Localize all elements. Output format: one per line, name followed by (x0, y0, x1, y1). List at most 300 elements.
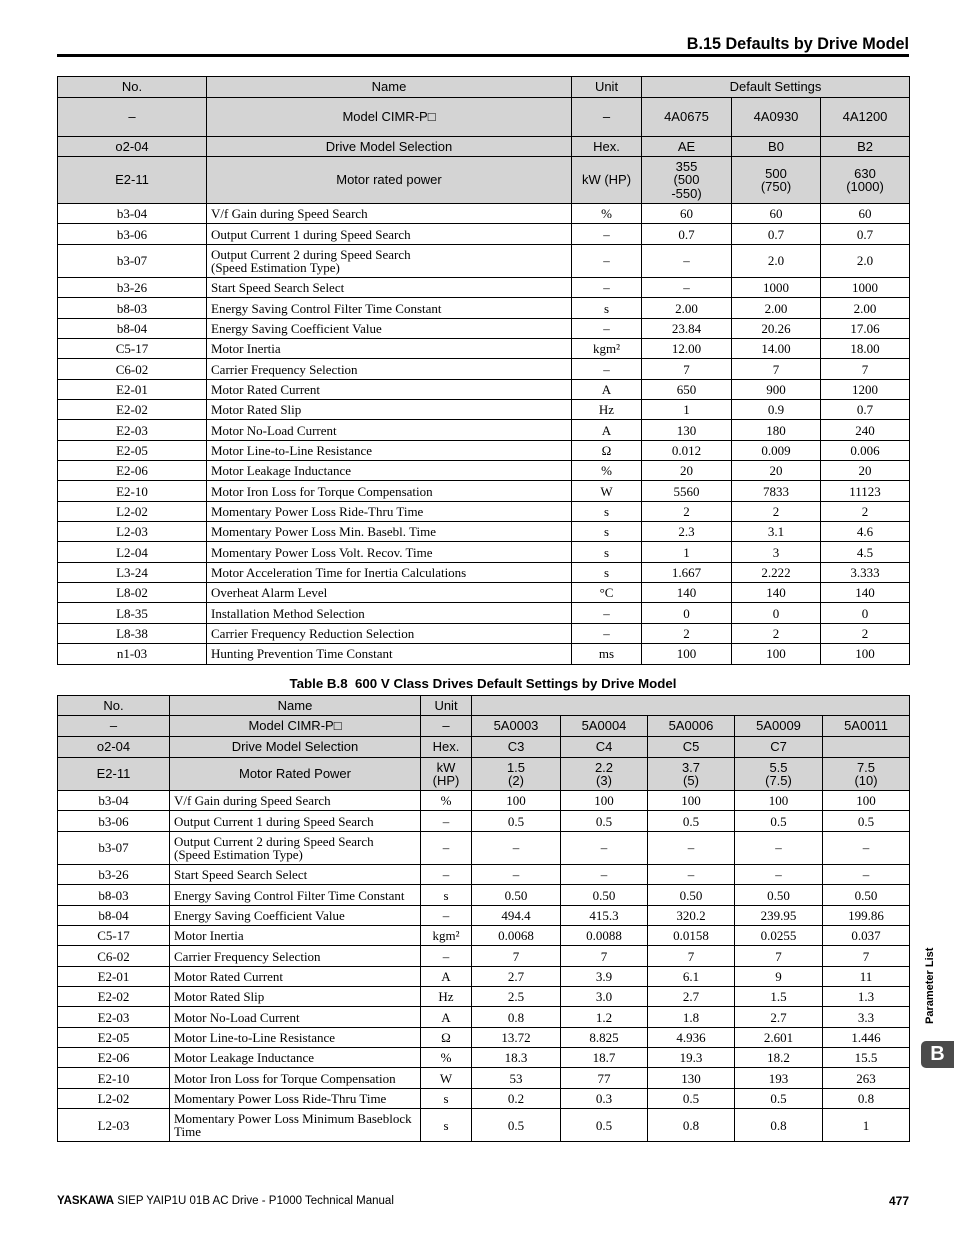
motor-rated-power-row (58, 157, 910, 204)
param-unit: – (421, 831, 472, 864)
param-no: L8-35 (58, 603, 207, 623)
param-value: 199.86 (823, 905, 910, 925)
param-value: 1.2 (561, 1007, 648, 1027)
param-value: 1.667 (642, 562, 732, 582)
param-name: Output Current 1 during Speed Search (170, 811, 421, 831)
param-unit: – (572, 277, 642, 297)
param-unit: % (421, 1048, 472, 1068)
param-value: 0 (821, 603, 910, 623)
table-header (58, 77, 910, 204)
model-hex-code (823, 737, 910, 758)
param-unit: W (421, 1068, 472, 1088)
param-value: 0.037 (823, 926, 910, 946)
param-row (58, 905, 910, 925)
param-row (58, 1007, 910, 1027)
param-unit: Ω (421, 1027, 472, 1047)
model-row (58, 98, 910, 137)
param-value: 4.6 (821, 522, 910, 542)
param-value: 8.825 (561, 1027, 648, 1047)
param-row (58, 946, 910, 966)
param-unit: – (572, 359, 642, 379)
param-value: 0.5 (735, 1088, 823, 1108)
param-value: 0.0068 (472, 926, 561, 946)
param-value: 11 (823, 966, 910, 986)
param-unit: ms (572, 644, 642, 664)
rated-power-value: 630 (1000) (821, 157, 910, 204)
defaults-table-600v (57, 695, 910, 1142)
param-no: L2-03 (58, 1109, 170, 1142)
param-name: Motor Inertia (170, 926, 421, 946)
param-value: 3.9 (561, 966, 648, 986)
param-unit: kgm² (572, 339, 642, 359)
param-value: 320.2 (648, 905, 735, 925)
param-value: 0.50 (648, 885, 735, 905)
param-name: Output Current 2 during Speed Search (Speed Estimation Type) (170, 831, 421, 864)
param-name: Motor No-Load Current (170, 1007, 421, 1027)
param-value: 18.7 (561, 1048, 648, 1068)
model-code: 5A0009 (735, 716, 823, 737)
param-value: 0.7 (821, 224, 910, 244)
param-value: 0.5 (735, 811, 823, 831)
param-value: 2.00 (642, 298, 732, 318)
param-value: 0.50 (561, 885, 648, 905)
model-code: 4A0930 (732, 98, 821, 137)
param-value: 2 (732, 501, 821, 521)
param-unit: – (572, 224, 642, 244)
param-name: Momentary Power Loss Ride-Thru Time (207, 501, 572, 521)
param-value: 0.9 (732, 400, 821, 420)
param-value: 53 (472, 1068, 561, 1088)
param-unit: s (421, 885, 472, 905)
param-unit: % (572, 204, 642, 224)
col-header-blank (472, 696, 910, 716)
param-row (58, 562, 910, 582)
param-name: Motor Rated Current (207, 379, 572, 399)
param-value: – (472, 864, 561, 884)
param-value: 4.936 (648, 1027, 735, 1047)
drive-model-selection-row (58, 137, 910, 157)
col-header-no: No. (58, 77, 207, 98)
model-no: – (58, 98, 207, 137)
rated-power-value: 1.5 (2) (472, 758, 561, 791)
param-value: 23.84 (642, 318, 732, 338)
model-code: 5A0011 (823, 716, 910, 737)
param-row (58, 864, 910, 884)
param-value: 1.3 (823, 987, 910, 1007)
param-no: b3-04 (58, 791, 170, 811)
param-value: 100 (472, 791, 561, 811)
motor-rated-power-row (58, 758, 910, 791)
param-value: 13.72 (472, 1027, 561, 1047)
param-value: 140 (821, 583, 910, 603)
param-row (58, 623, 910, 643)
col-header-name: Name (170, 696, 421, 716)
param-value: 6.1 (648, 966, 735, 986)
param-value: 0.012 (642, 440, 732, 460)
param-row (58, 644, 910, 664)
param-value: 18.3 (472, 1048, 561, 1068)
param-value: 1200 (821, 379, 910, 399)
param-name: Motor No-Load Current (207, 420, 572, 440)
param-name: Momentary Power Loss Volt. Recov. Time (207, 542, 572, 562)
param-unit: – (572, 603, 642, 623)
param-no: E2-01 (58, 379, 207, 399)
param-row (58, 440, 910, 460)
param-name: Hunting Prevention Time Constant (207, 644, 572, 664)
param-value: 0.8 (472, 1007, 561, 1027)
param-value: – (735, 831, 823, 864)
param-no: E2-02 (58, 400, 207, 420)
table-header (58, 696, 910, 791)
col-header-default-settings: Default Settings (642, 77, 910, 98)
param-unit: A (572, 379, 642, 399)
param-row (58, 1109, 910, 1142)
param-name: Carrier Frequency Selection (170, 946, 421, 966)
param-name: Output Current 1 during Speed Search (207, 224, 572, 244)
param-row (58, 1027, 910, 1047)
param-no: L8-38 (58, 623, 207, 643)
model-hex-code: AE (642, 137, 732, 157)
param-value: 0.5 (648, 1088, 735, 1108)
param-value: 2.00 (732, 298, 821, 318)
column-header-row (58, 696, 910, 716)
param-row (58, 1088, 910, 1108)
param-value: 239.95 (735, 905, 823, 925)
param-no: b3-07 (58, 831, 170, 864)
param-value: 2.0 (732, 244, 821, 277)
param-value: 0.50 (823, 885, 910, 905)
param-value: 3 (732, 542, 821, 562)
param-value: 7 (561, 946, 648, 966)
param-no: b8-03 (58, 298, 207, 318)
param-unit: Hz (572, 400, 642, 420)
side-tab-letter: B (921, 1041, 954, 1068)
param-no: L2-02 (58, 501, 207, 521)
model-hex-code: C5 (648, 737, 735, 758)
param-row (58, 339, 910, 359)
model-hex-code: C3 (472, 737, 561, 758)
param-unit: Hz (421, 987, 472, 1007)
param-name: V/f Gain during Speed Search (170, 791, 421, 811)
param-unit: Hex. (421, 737, 472, 758)
param-unit: – (421, 905, 472, 925)
param-value: 494.4 (472, 905, 561, 925)
param-no: b3-26 (58, 864, 170, 884)
param-name: Momentary Power Loss Min. Basebl. Time (207, 522, 572, 542)
param-value: – (472, 831, 561, 864)
param-value: 3.3 (823, 1007, 910, 1027)
footer-brand: YASKAWA (57, 1195, 115, 1207)
param-value: 11123 (821, 481, 910, 501)
param-no: L2-02 (58, 1088, 170, 1108)
param-value: 7 (732, 359, 821, 379)
model-unit: – (572, 98, 642, 137)
param-value: 1 (823, 1109, 910, 1142)
param-value: 0.2 (472, 1088, 561, 1108)
param-unit: kgm² (421, 926, 472, 946)
param-value: – (823, 831, 910, 864)
param-value: 1 (642, 542, 732, 562)
param-unit: – (421, 811, 472, 831)
param-value: 0.50 (472, 885, 561, 905)
param-name: Energy Saving Coefficient Value (170, 905, 421, 925)
param-value: 3.333 (821, 562, 910, 582)
table-caption: Table B.8 600 V Class Drives Default Settings by Drive Model (289, 676, 677, 691)
model-code: 5A0006 (648, 716, 735, 737)
model-code: 4A1200 (821, 98, 910, 137)
param-name: Motor Leakage Inductance (207, 461, 572, 481)
param-value: 100 (821, 644, 910, 664)
param-value: – (561, 864, 648, 884)
col-header-no: No. (58, 696, 170, 716)
param-value: 0.5 (472, 1109, 561, 1142)
param-value: 100 (561, 791, 648, 811)
param-row (58, 811, 910, 831)
param-value: 2 (642, 623, 732, 643)
col-header-unit: Unit (421, 696, 472, 716)
param-name: Start Speed Search Select (170, 864, 421, 884)
param-no: L8-02 (58, 583, 207, 603)
param-no: E2-03 (58, 1007, 170, 1027)
param-no: E2-02 (58, 987, 170, 1007)
param-row (58, 420, 910, 440)
model-hex-code: C4 (561, 737, 648, 758)
param-value: 1000 (821, 277, 910, 297)
param-value: 7 (735, 946, 823, 966)
param-no: n1-03 (58, 644, 207, 664)
param-value: 2.222 (732, 562, 821, 582)
param-no: C6-02 (58, 946, 170, 966)
rated-power-value: 355 (500 -550) (642, 157, 732, 204)
param-name: Motor Rated Slip (170, 987, 421, 1007)
param-value: 0.7 (642, 224, 732, 244)
param-value: 17.06 (821, 318, 910, 338)
param-name: Output Current 2 during Speed Search (Speed Estimation Type) (207, 244, 572, 277)
param-no: b3-06 (58, 224, 207, 244)
param-name: Motor Iron Loss for Torque Compensation (207, 481, 572, 501)
param-value: 1.8 (648, 1007, 735, 1027)
param-row (58, 603, 910, 623)
footer-manual-title: SIEP YAIP1U 01B AC Drive - P1000 Technical Manual (117, 1195, 394, 1207)
param-value: 12.00 (642, 339, 732, 359)
param-value: 9 (735, 966, 823, 986)
param-value: 2.3 (642, 522, 732, 542)
param-name: Motor Acceleration Time for Inertia Calculations (207, 562, 572, 582)
param-unit: s (572, 562, 642, 582)
param-value: 263 (823, 1068, 910, 1088)
param-value: 0.5 (823, 811, 910, 831)
param-row (58, 501, 910, 521)
param-value: 100 (732, 644, 821, 664)
param-no: b3-07 (58, 244, 207, 277)
param-row (58, 204, 910, 224)
param-no: E2-10 (58, 1068, 170, 1088)
param-unit: – (572, 244, 642, 277)
param-name: Motor Rated Current (170, 966, 421, 986)
param-value: 2 (732, 623, 821, 643)
param-value: – (642, 244, 732, 277)
param-value: 0.0158 (648, 926, 735, 946)
param-value: 0.5 (472, 811, 561, 831)
rated-power-value: 3.7 (5) (648, 758, 735, 791)
param-name: Energy Saving Control Filter Time Constant (170, 885, 421, 905)
param-row (58, 224, 910, 244)
param-value: 3.0 (561, 987, 648, 1007)
param-value: – (648, 864, 735, 884)
param-no: E2-10 (58, 481, 207, 501)
param-value: 2.5 (472, 987, 561, 1007)
param-name: Drive Model Selection (170, 737, 421, 758)
param-row (58, 277, 910, 297)
param-name: Momentary Power Loss Minimum Baseblock Time (170, 1109, 421, 1142)
param-row (58, 522, 910, 542)
param-unit: A (421, 1007, 472, 1027)
title-divider (57, 54, 909, 57)
param-value: 20 (642, 461, 732, 481)
param-value: 900 (732, 379, 821, 399)
param-row (58, 359, 910, 379)
param-value: 193 (735, 1068, 823, 1088)
param-row (58, 583, 910, 603)
param-row (58, 1068, 910, 1088)
page-number: 477 (888, 1194, 909, 1208)
param-no: C6-02 (58, 359, 207, 379)
param-value: 7833 (732, 481, 821, 501)
param-value: 77 (561, 1068, 648, 1088)
param-name: Motor Inertia (207, 339, 572, 359)
param-unit: W (572, 481, 642, 501)
param-value: 140 (642, 583, 732, 603)
page-footer (57, 1194, 909, 1208)
param-name: Motor Leakage Inductance (170, 1048, 421, 1068)
param-name: Motor Rated Power (170, 758, 421, 791)
param-value: 0.8 (823, 1088, 910, 1108)
param-unit: kW (HP) (421, 758, 472, 791)
param-name: Motor Rated Slip (207, 400, 572, 420)
param-value: 7 (642, 359, 732, 379)
param-value: 100 (648, 791, 735, 811)
param-value: 0.0255 (735, 926, 823, 946)
param-value: 7 (823, 946, 910, 966)
param-name: Drive Model Selection (207, 137, 572, 157)
param-value: 3.1 (732, 522, 821, 542)
param-no: E2-06 (58, 1048, 170, 1068)
param-value: 0.006 (821, 440, 910, 460)
param-no: E2-05 (58, 440, 207, 460)
model-row (58, 716, 910, 737)
param-unit: s (572, 501, 642, 521)
param-row (58, 831, 910, 864)
param-row (58, 400, 910, 420)
param-unit: Hex. (572, 137, 642, 157)
param-value: 1.5 (735, 987, 823, 1007)
param-value: 14.00 (732, 339, 821, 359)
param-value: 2.0 (821, 244, 910, 277)
param-row (58, 481, 910, 501)
param-value: – (642, 277, 732, 297)
defaults-table-continued (57, 76, 910, 665)
param-value: 130 (642, 420, 732, 440)
param-value: 18.2 (735, 1048, 823, 1068)
param-value: 650 (642, 379, 732, 399)
param-no: E2-05 (58, 1027, 170, 1047)
param-value: 100 (642, 644, 732, 664)
param-value: 0.5 (561, 811, 648, 831)
param-value: 100 (823, 791, 910, 811)
param-name: Motor Line-to-Line Resistance (170, 1027, 421, 1047)
param-unit: °C (572, 583, 642, 603)
model-hex-code: B0 (732, 137, 821, 157)
param-value: 140 (732, 583, 821, 603)
param-value: 0.5 (561, 1109, 648, 1142)
param-no: E2-03 (58, 420, 207, 440)
param-no: L3-24 (58, 562, 207, 582)
rated-power-value: 500 (750) (732, 157, 821, 204)
param-value: 1000 (732, 277, 821, 297)
param-value: 0.5 (648, 811, 735, 831)
param-unit: s (572, 542, 642, 562)
param-no: b3-04 (58, 204, 207, 224)
param-value: 7 (472, 946, 561, 966)
param-value: 4.5 (821, 542, 910, 562)
param-value: 0.0088 (561, 926, 648, 946)
param-value: 2 (642, 501, 732, 521)
param-name: Carrier Frequency Selection (207, 359, 572, 379)
section-title: B.15 Defaults by Drive Model (686, 35, 909, 53)
param-value: 2.7 (472, 966, 561, 986)
param-value: 240 (821, 420, 910, 440)
drive-model-selection-row (58, 737, 910, 758)
param-row (58, 885, 910, 905)
param-value: 20 (732, 461, 821, 481)
param-value: 2.00 (821, 298, 910, 318)
param-value: – (648, 831, 735, 864)
param-value: 7 (821, 359, 910, 379)
param-value: 20.26 (732, 318, 821, 338)
model-unit: – (421, 716, 472, 737)
param-row (58, 542, 910, 562)
param-unit: – (421, 946, 472, 966)
param-value: 0.50 (735, 885, 823, 905)
col-header-unit: Unit (572, 77, 642, 98)
param-row (58, 461, 910, 481)
param-value: 0.3 (561, 1088, 648, 1108)
table-body (58, 204, 910, 665)
param-value: 7 (648, 946, 735, 966)
param-value: 60 (821, 204, 910, 224)
col-header-name: Name (207, 77, 572, 98)
param-value: 2 (821, 501, 910, 521)
param-unit: kW (HP) (572, 157, 642, 204)
param-no: b8-03 (58, 885, 170, 905)
param-unit: – (421, 864, 472, 884)
param-name: V/f Gain during Speed Search (207, 204, 572, 224)
param-unit: % (572, 461, 642, 481)
model-label: Model CIMR-P□ (207, 98, 572, 137)
param-no: b3-26 (58, 277, 207, 297)
param-no: L2-04 (58, 542, 207, 562)
param-value: 100 (735, 791, 823, 811)
model-code: 5A0004 (561, 716, 648, 737)
param-name: Start Speed Search Select (207, 277, 572, 297)
param-value: 0.8 (735, 1109, 823, 1142)
rated-power-value: 5.5 (7.5) (735, 758, 823, 791)
param-value: 60 (642, 204, 732, 224)
param-value: 1 (642, 400, 732, 420)
param-value: 2.7 (648, 987, 735, 1007)
param-unit: s (421, 1088, 472, 1108)
rated-power-value: 7.5 (10) (823, 758, 910, 791)
